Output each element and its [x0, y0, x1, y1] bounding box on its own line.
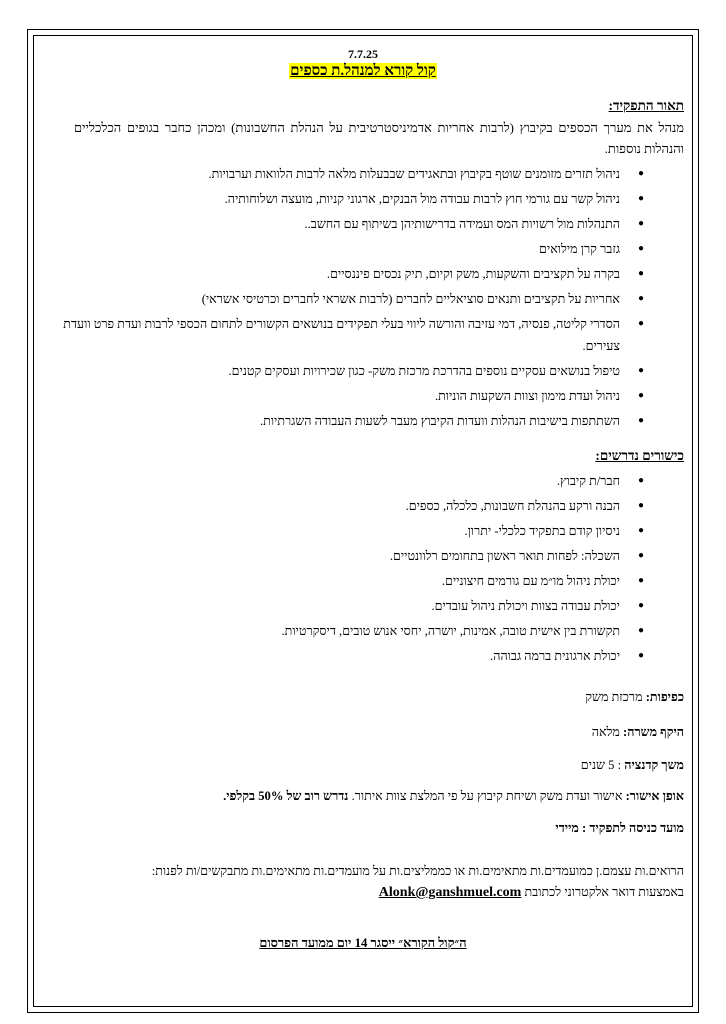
- approval-row: [223, 789, 684, 804]
- contact-line-2: באמצעות דואר אלקטרוני לכתובת: [524, 885, 684, 899]
- list-item: ● אחריות על תקציבים ותנאים סוציאליים לחברים (לרבות אשראי לחברים וכרטיסי אשראי): [46, 288, 686, 310]
- scope-row: [592, 725, 684, 740]
- contact-email-link[interactable]: Alonk@ganshmuel.com: [378, 885, 522, 900]
- list-item: ● טיפול בנושאים עסקיים נוספים בהדרכת מרכזת משק- כגון שכירויות ועסקים קטנים.: [46, 360, 686, 382]
- closing-notice: ה״קול הקורא״ ייסגר 14 יום ממועד הפרסום: [259, 936, 467, 950]
- list-item: ● הסדרי קליטה, פנסיה, דמי עזיבה והורשה ליווי בעלי תפקידים בנושאים הקשורים לתחום הכספי לרבות ועדת פרט וועדת צעירים.: [46, 313, 686, 357]
- approval-label: אופן אישור:: [625, 789, 684, 803]
- list-item: ● תקשורת בין אישית טובה, אמינות, יושרה, יחסי אנוש טובים, דיסקרטיות.: [46, 620, 686, 642]
- qualifications-bullet-list: [46, 470, 686, 667]
- start-value: מיידי: [555, 821, 579, 835]
- list-item: ● יכולת ארגונית ברמה גבוהה.: [46, 645, 686, 667]
- list-item: ● גזבר קרן מילואים: [46, 238, 686, 260]
- list-item: ● חבר/ת קיבוץ.: [46, 470, 686, 492]
- role-section-heading: תאור התפקיד:: [608, 98, 684, 113]
- scope-label: היקף משרה:: [623, 725, 684, 739]
- contact-block: [44, 861, 684, 903]
- role-bullet-list: [46, 163, 686, 432]
- start-row: [555, 821, 684, 836]
- list-item: ● ניהול ועדת מימון וצוות השקעות הוניות.: [46, 385, 686, 407]
- contact-line-2-wrap: [44, 882, 684, 903]
- term-value: : 5 שנים: [580, 758, 622, 772]
- list-item: ● יכולת ניהול מו״מ עם גורמים חיצוניים.: [46, 570, 686, 592]
- term-label: משך קדנציה: [624, 758, 684, 772]
- qualifications-heading: כישורים נדרשים:: [595, 448, 684, 463]
- reports-to-label: כפיפות:: [645, 690, 684, 704]
- list-item: ● בקרה על תקציבים והשקעות, משק וקיום, תיק נכסים פיננסיים.: [46, 263, 686, 285]
- list-item: ● הבנה ורקע בהנהלת חשבונות, כלכלה, כספים.: [46, 495, 686, 517]
- list-item: ● השתתפות בישיבות הנהלות וועדות הקיבוץ מעבר לשעות העבודה השגרתיות.: [46, 410, 686, 432]
- term-row: [581, 758, 684, 773]
- approval-note: נדרש רוב של 50% בקלפי.: [223, 789, 349, 803]
- document-title: קול קורא למנהל.ת כספים: [290, 63, 436, 79]
- list-item: ● השכלה: לפחות תואר ראשון בתחומים רלוונטיים.: [46, 545, 686, 567]
- start-label: מועד כניסה לתפקיד :: [582, 821, 684, 835]
- list-item: ● התנהלות מול רשויות המס ועמידה בדרישותיהן בשיתוף עם החשב..: [46, 213, 686, 235]
- list-item: ● ניהול קשר עם גורמי חוץ לרבות עבודה מול הבנקים, ארגוני קניות, מועצה ושלוחותיה.: [46, 188, 686, 210]
- reports-to-value: מרכזת משק: [585, 690, 643, 704]
- document-date: 7.7.25: [348, 47, 378, 61]
- scope-value: מלאה: [591, 725, 620, 739]
- document-title-wrap: [40, 62, 686, 80]
- contact-line-1: הרואים.ות עצמם.ן כמועמדים.ות מתאימים.ות או כממליצים.ות על מועמדים.ות מתאימים.ות מתבקשים/ות לפנות:: [151, 864, 684, 878]
- role-intro: מנהל את מערך הכספים בקיבוץ (לרבות אחריות אדמיניסטרטיבית על הנהלת החשבונות) ומכהן כחבר בגופים הכלכליים והנהלות נוספות.: [74, 120, 684, 156]
- list-item: ● ניסיון קודם בתפקיד כלכלי- יתרון.: [46, 520, 686, 542]
- list-item: ● ניהול תזרים מזומנים שוטף בקיבוץ ובתאגידים שבבעלות מלאה לרבות הלוואות וערבויות.: [46, 163, 686, 185]
- reports-to-row: [585, 690, 684, 705]
- approval-value: אישור ועדת משק ושיחת קיבוץ על פי המלצת צוות איתור.: [351, 789, 623, 803]
- list-item: ● יכולת עבודה בצוות ויכולת ניהול עובדים.: [46, 595, 686, 617]
